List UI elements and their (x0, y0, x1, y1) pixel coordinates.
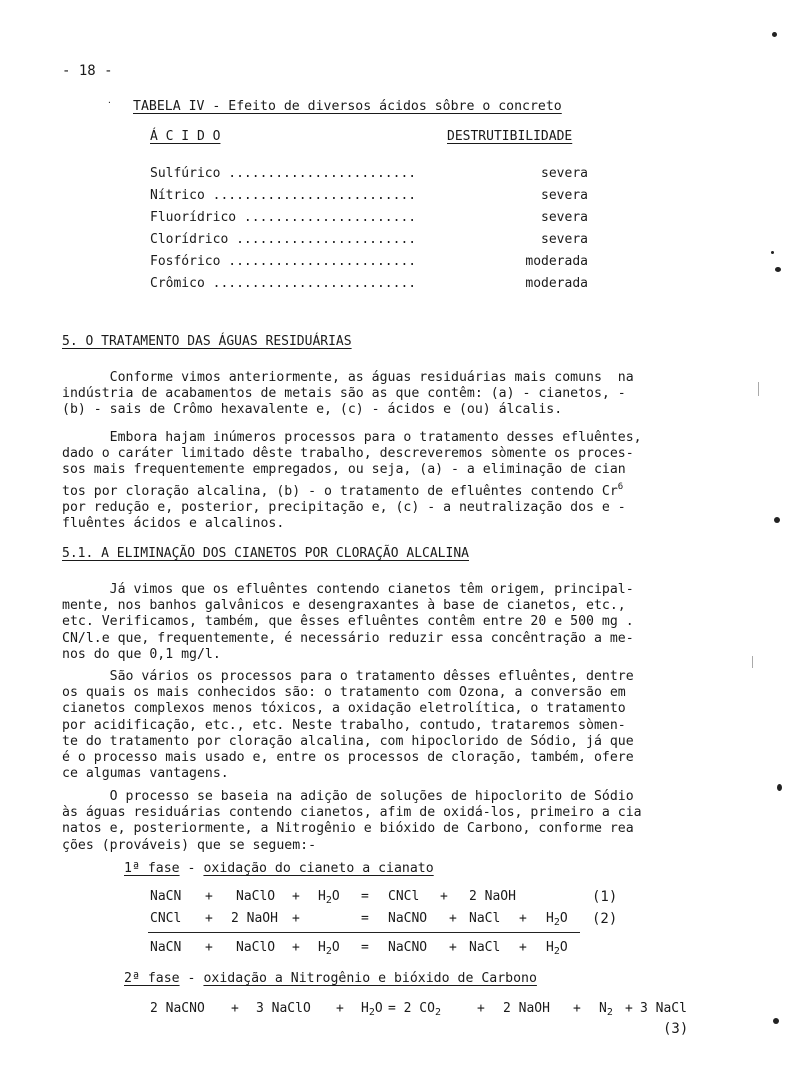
scan-speck (777, 784, 782, 791)
text-line: nos do que 0,1 mg/l. (62, 646, 221, 662)
subscript: 2 (368, 1007, 375, 1018)
equation-plus: + (440, 889, 448, 904)
table-row (150, 210, 588, 228)
text-line: Já vimos que os efluêntes contendo cianetos têm origem, principal- (62, 582, 634, 597)
equation-term: NaClO (236, 889, 276, 904)
page-number: - 18 - (62, 63, 113, 79)
equation-term: 2 NaOH (231, 911, 278, 926)
equation-plus: + (477, 1001, 485, 1016)
equation-plus: + (519, 911, 527, 926)
text-line: sos mais frequentemente empregados, ou seja, (a) - a eliminação de cian (62, 462, 626, 478)
equation-plus: + (205, 911, 213, 926)
paragraph (62, 582, 702, 663)
table-cell-acid: Sulfúrico ........................ (150, 166, 417, 181)
equation-term: CNCl (388, 889, 420, 904)
text-line: os quais os mais conhecidos são: o tratamento com Ozona, a conversão em (62, 685, 626, 701)
subscript: 2 (434, 1007, 441, 1018)
equation-term: NaCl (469, 940, 501, 955)
text-line: às águas residuárias contendo cianetos, afim de oxidá-los, primeiro a cia (62, 805, 642, 821)
section-heading: 5. O TRATAMENTO DAS ÁGUAS RESIDUÁRIAS (62, 334, 352, 349)
equation-text: = 2 CO (388, 1001, 435, 1016)
paragraph (62, 430, 702, 532)
equation-term: NaCNO (388, 940, 428, 955)
subscript: 2 (325, 946, 332, 957)
text-line: Conforme vimos anteriormente, as águas residuárias mais comuns na (62, 370, 634, 385)
equation-plus: + (292, 940, 300, 955)
table-title: TABELA IV - Efeito de diversos ácidos sôbre o concreto (133, 99, 562, 114)
equation-term: NaCN (150, 940, 182, 955)
table-cell-value: moderada (525, 254, 588, 269)
text-line: ções (prováveis) que se seguem:- (62, 837, 317, 853)
table-cell-value: severa (541, 232, 588, 247)
equation-text: O (559, 911, 568, 926)
equation-term (318, 940, 340, 957)
table-cell-value: severa (541, 188, 588, 203)
phase-label: 2ª fase (124, 971, 180, 986)
equation-term: 3 NaCl (640, 1001, 687, 1016)
text-line: natos e, posteriormente, a Nitrogênio e bióxido de Carbono, conforme rea (62, 821, 634, 837)
text-line (62, 479, 702, 500)
table-col-destructibility: DESTRUTIBILIDADE (447, 129, 573, 144)
text-line: São vários os processos para o tratamento dêsses efluêntes, dentre (62, 669, 634, 684)
equation-text: H (318, 889, 326, 904)
table-cell-value: severa (541, 210, 588, 225)
equation-number: (3) (663, 1021, 689, 1037)
table-row (150, 254, 588, 272)
scan-mark (752, 656, 753, 668)
equation-term (546, 940, 568, 957)
equation-sum-line (148, 932, 580, 933)
equation-plus: + (205, 940, 213, 955)
table-cell-value: severa (541, 166, 588, 181)
superscript: 6 (617, 481, 624, 492)
phase-label: 1ª fase (124, 861, 180, 876)
equation-equals: = (361, 889, 369, 904)
equation-term: 3 NaClO (256, 1001, 311, 1016)
equation-plus: + (292, 911, 300, 926)
phase-dash: - (187, 861, 196, 876)
table-cell-acid: Nítrico .......................... (150, 188, 417, 203)
equation-term: CNCl (150, 911, 182, 926)
text-line: por redução e, posterior, precipitação e, (c) - a neutralização dos e - (62, 499, 626, 515)
equation-term: 2 NaCNO (150, 1001, 205, 1016)
subscript: 2 (606, 1007, 613, 1018)
equation-text: H (546, 940, 554, 955)
scan-speck (771, 251, 774, 254)
equation-term: NaCN (150, 889, 182, 904)
equation-text: H (546, 911, 554, 926)
equation-plus: + (231, 1001, 239, 1016)
table-cell-acid: Clorídrico ....................... (150, 232, 417, 247)
equation-term (318, 889, 340, 906)
phase-heading (124, 971, 537, 986)
equation-text: H (361, 1001, 369, 1016)
equation-term: NaClO (236, 940, 276, 955)
paragraph (62, 669, 702, 782)
equation-plus: + (292, 889, 300, 904)
text-line: é o processo mais usado e, entre os processos de cloração, também, ofere (62, 750, 634, 766)
scan-speck (773, 1018, 779, 1024)
text-line: O processo se baseia na adição de soluções de hipoclorito de Sódio (62, 789, 634, 804)
text-line: etc. Verificamos, também, que êsses efluêntes contêm entre 20 e 500 mg . (62, 614, 634, 630)
equation-text: N (599, 1001, 607, 1016)
table-row (150, 166, 588, 184)
equation-equals: = (361, 940, 369, 955)
text-line: (b) - sais de Crômo hexavalente e, (c) - ácidos e (ou) álcalis. (62, 402, 563, 418)
equation-plus: + (625, 1001, 633, 1016)
table-row (150, 188, 588, 206)
equation-plus: + (449, 940, 457, 955)
equation-text: O (331, 940, 340, 955)
subscript: 2 (325, 895, 332, 906)
phase-title: oxidação do cianeto a cianato (203, 861, 434, 876)
text-line: por acidificação, etc., etc. Neste trabalho, contudo, trataremos sòmen- (62, 717, 626, 733)
equation-equals (388, 1001, 441, 1018)
scan-speck (775, 267, 781, 272)
equation-term (361, 1001, 383, 1018)
phase-title: oxidação a Nitrogênio e bióxido de Carbono (203, 971, 537, 986)
equation-term (599, 1001, 613, 1018)
equation-text: O (374, 1001, 383, 1016)
subscript: 2 (553, 917, 560, 928)
equation-plus: + (449, 911, 457, 926)
equation-text: O (559, 940, 568, 955)
scan-speck (772, 32, 777, 37)
equation-equals: = (361, 911, 369, 926)
phase-dash: - (187, 971, 196, 986)
text-line: Embora hajam inúmeros processos para o tratamento desses efluêntes, (62, 430, 642, 445)
paragraph (62, 789, 702, 854)
equation-term: 2 NaOH (469, 889, 516, 904)
table-row (150, 276, 588, 294)
equation-text: O (331, 889, 340, 904)
equation-plus: + (205, 889, 213, 904)
paragraph (62, 370, 702, 419)
table-cell-acid: Crômico .......................... (150, 276, 417, 291)
text-line: te do tratamento por cloração alcalina, com hipoclorido de Sódio, já que (62, 733, 634, 749)
text-line: mente, nos banhos galvânicos e desengraxantes à base de cianetos, etc., (62, 598, 626, 614)
table-row (150, 232, 588, 250)
table-cell-acid: Fluorídrico ...................... (150, 210, 417, 225)
equation-number: (1) (592, 889, 618, 905)
table-col-acid: Á C I D O (150, 129, 221, 144)
equation-text: H (318, 940, 326, 955)
equation-plus: + (336, 1001, 344, 1016)
equation-term (546, 911, 568, 928)
section-heading: 5.1. A ELIMINAÇÃO DOS CIANETOS POR CLORAÇÃO ALCALINA (62, 546, 469, 561)
table-cell-value: moderada (525, 276, 588, 291)
equation-plus: + (519, 940, 527, 955)
equation-term: 2 NaOH (503, 1001, 550, 1016)
text-line: CN/l.e que, frequentemente, é necessário reduzir essa concêntração a me- (62, 630, 634, 646)
text-line: indústria de acabamentos de metais são as que contêm: (a) - cianetos, - (62, 386, 626, 402)
text-line: dado o caráter limitado dêste trabalho, descreveremos sòmente os proces- (62, 446, 634, 462)
text-line: fluêntes ácidos e alcalinos. (62, 516, 285, 532)
scan-mark (758, 382, 759, 396)
equation-term: NaCNO (388, 911, 428, 926)
equation-plus: + (573, 1001, 581, 1016)
text-line: ce algumas vantagens. (62, 766, 229, 782)
mark-tick: . (107, 96, 112, 105)
text-line-main: tos por cloração alcalina, (b) - o tratamento de efluêntes contendo Cr (62, 483, 618, 499)
equation-term: NaCl (469, 911, 501, 926)
scan-speck (774, 517, 780, 523)
equation-number: (2) (592, 911, 618, 927)
text-line: cianetos complexos menos tóxicos, a oxidação eletrolítica, o tratamento (62, 701, 626, 717)
table-cell-acid: Fosfórico ........................ (150, 254, 417, 269)
subscript: 2 (553, 946, 560, 957)
phase-heading (124, 861, 434, 876)
